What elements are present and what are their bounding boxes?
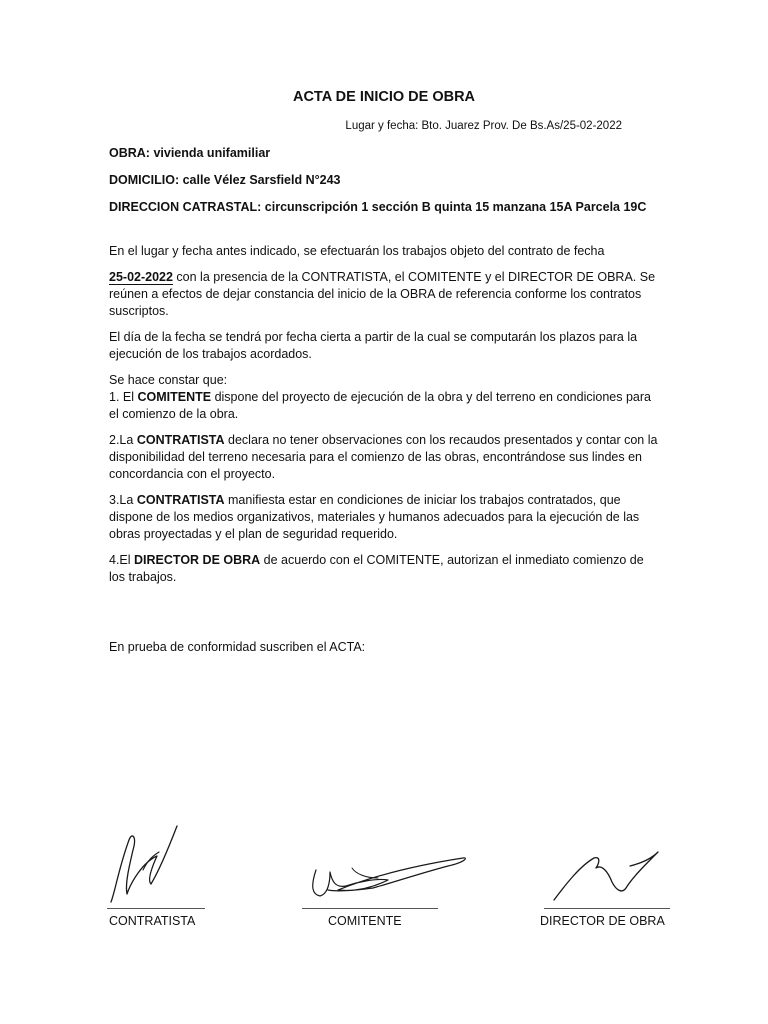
list-item-2-text: declara no tener observaciones con los recaudos presentados y contar con la disponibilidad del terreno necesaria para el comienzo de las obras, encontrándose sus lindes en concordancia con el proyecto.: [109, 433, 658, 481]
list-item-4-prefix: 4.El: [109, 553, 135, 567]
signature-block-contratista: [107, 822, 207, 932]
list-item-2: [109, 432, 661, 483]
paragraph-fecha: [109, 329, 661, 363]
place-and-date: Lugar y fecha: Bto. Juarez Prov. De Bs.As/25-02-2022: [345, 120, 622, 132]
signature-line-director: [544, 908, 670, 909]
signature-contratista-icon: [107, 822, 207, 912]
signature-line-contratista: [107, 908, 205, 909]
list-item-3: [109, 492, 661, 543]
document-title: ACTA DE INICIO DE OBRA: [292, 89, 476, 105]
list-item-2-subject: CONTRATISTA: [136, 433, 225, 447]
list-item-3-text: manifiesta estar en condiciones de iniciar los trabajos contratados, que dispone de los medios organizativos, materiales y humanos adecuados para la ejecución de las obras proyectadas y el plan de seguridad requerido.: [109, 493, 640, 541]
obra-field: OBRA: vivienda unifamiliar: [109, 146, 271, 160]
list-item-2-prefix: 2.La: [109, 433, 137, 447]
signature-label-contratista: CONTRATISTA: [109, 914, 196, 928]
closing-statement: En prueba de conformidad suscriben el ACTA:: [109, 640, 366, 654]
signature-director-icon: [540, 822, 670, 912]
signature-label-director: DIRECTOR DE OBRA: [540, 914, 665, 928]
paragraph-fecha-text: El día de la fecha se tendrá por fecha cierta a partir de la cual se computarán los plazos para la ejecución de los trabajos acordados.: [109, 330, 638, 361]
signature-line-comitente: [302, 908, 438, 909]
list-item-4-text: de acuerdo con el COMITENTE, autorizan el inmediato comienzo de los trabajos.: [109, 553, 644, 584]
list-item-1: [109, 389, 661, 423]
list-item-1-text: dispone del proyecto de ejecución de la obra y del terreno en condiciones para el comienzo de la obra.: [109, 390, 651, 421]
list-item-3-prefix: 3.La: [109, 493, 137, 507]
signature-block-comitente: [298, 822, 468, 932]
domicilio-field: DOMICILIO: calle Vélez Sarsfield N°243: [109, 173, 341, 187]
list-item-1-subject: COMITENTE: [137, 390, 212, 404]
paragraph-contract: [109, 269, 661, 320]
signature-block-director: [540, 822, 670, 932]
paragraph-intro-text: En el lugar y fecha antes indicado, se efectuarán los trabajos objeto del contrato de fecha: [109, 244, 605, 258]
list-item-4: [109, 552, 661, 586]
contract-date: 25-02-2022: [109, 270, 173, 284]
list-intro-text: Se hace constar que:: [109, 373, 228, 387]
list-item-1-prefix: 1. El: [109, 390, 138, 404]
document-body: [109, 243, 661, 595]
list-intro: [109, 372, 661, 389]
signature-label-comitente: COMITENTE: [328, 914, 402, 928]
signature-comitente-icon: [298, 822, 468, 912]
list-item-3-subject: CONTRATISTA: [136, 493, 225, 507]
direccion-catastral-field: DIRECCION CATRASTAL: circunscripción 1 sección B quinta 15 manzana 15A Parcela 19C: [109, 200, 647, 214]
paragraph-intro: [109, 243, 661, 260]
list-item-4-subject: DIRECTOR DE OBRA: [134, 553, 261, 567]
paragraph-contract-text: con la presencia de la CONTRATISTA, el COMITENTE y el DIRECTOR DE OBRA. Se reúnen a efectos de dejar constancia del inicio de la OBRA de referencia conforme los contratos suscriptos.: [109, 270, 656, 318]
